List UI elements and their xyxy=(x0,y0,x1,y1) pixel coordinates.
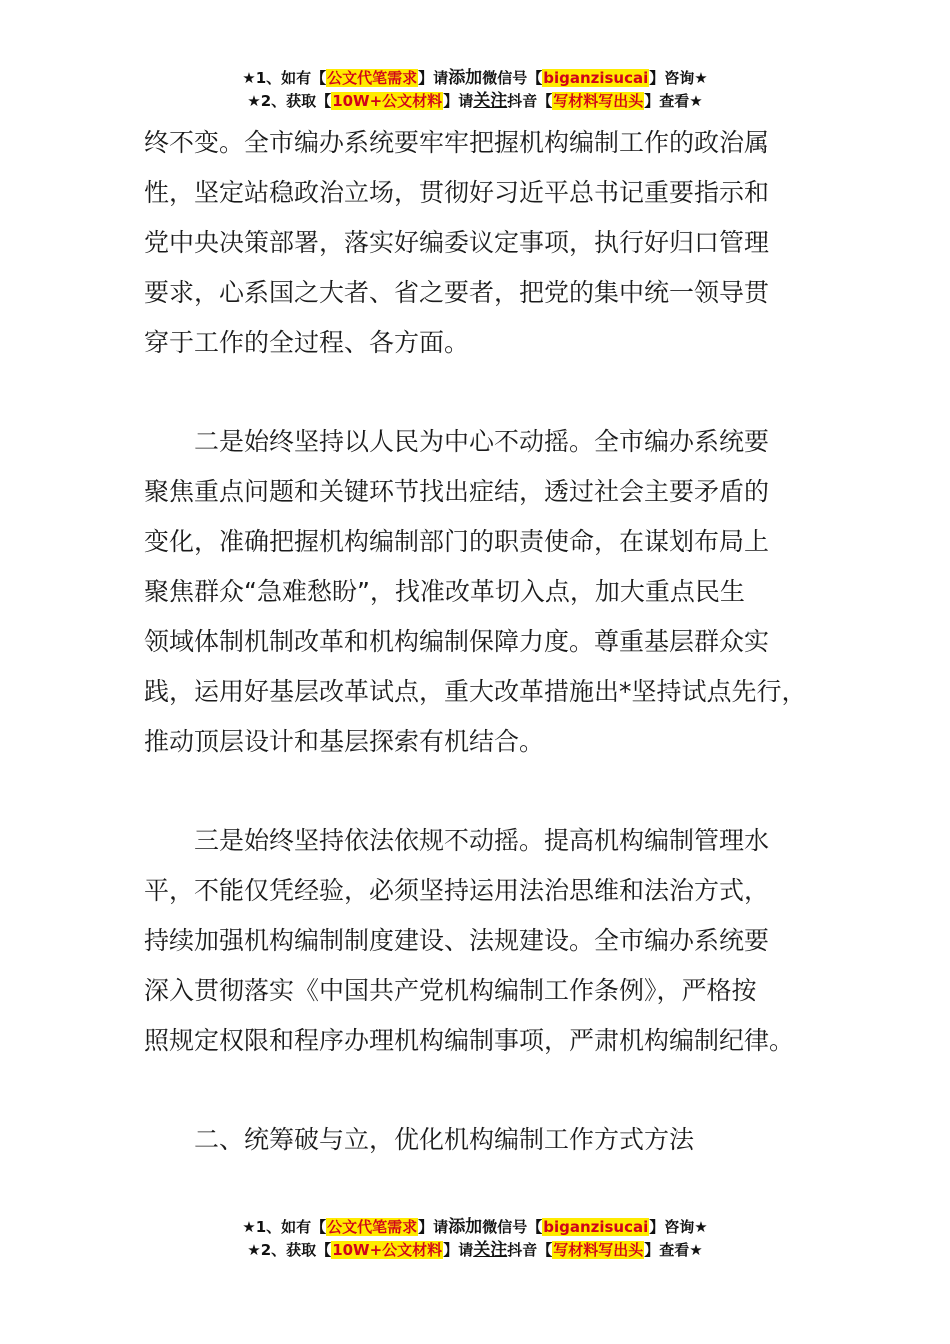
banner-text: 微信号【 xyxy=(482,69,543,87)
text-line: 要求，心系国之大者、省之要者，把党的集中统一领导贯 xyxy=(144,278,770,307)
banner-text: 】请 xyxy=(443,1241,474,1259)
banner-text-add: 添加 xyxy=(448,1217,483,1237)
banner-text: 】请 xyxy=(443,92,474,110)
text-line: 推动顶层设计和基层探索有机结合。 xyxy=(144,727,545,756)
banner-text: 抖音【 xyxy=(507,1241,553,1259)
banner-text-follow: 关注 xyxy=(473,91,508,111)
text-line: 变化，准确把握机构编制部门的职责使命，在谋划布局上 xyxy=(144,527,770,556)
banner-line-2 xyxy=(0,1239,950,1262)
banner-text: 】咨询★ xyxy=(649,1218,708,1236)
highlight-materials: 10W+公文材料 xyxy=(332,92,443,110)
banner-text: 】查看★ xyxy=(644,92,703,110)
text-line: 聚焦群众“急难愁盼”，找准改革切入点，加大重点民生 xyxy=(144,577,745,606)
header-banner xyxy=(0,67,950,113)
banner-line-1 xyxy=(0,67,950,90)
banner-text: 】咨询★ xyxy=(649,69,708,87)
section-heading: 二、统筹破与立，优化机构编制工作方式方法 xyxy=(144,1125,695,1154)
text-line: 持续加强机构编制制度建设、法规建设。全市编办系统要 xyxy=(144,926,770,955)
footer-banner xyxy=(0,1216,950,1262)
banner-text: 】查看★ xyxy=(644,1241,703,1259)
text-line: 穿于工作的全过程、各方面。 xyxy=(144,328,470,357)
banner-text-add: 添加 xyxy=(448,68,483,88)
banner-text: 】请 xyxy=(418,69,449,87)
highlight-service: 公文代笔需求 xyxy=(327,1218,418,1236)
highlight-wechat-id: biganzisucai xyxy=(543,69,649,87)
banner-line-1 xyxy=(0,1216,950,1239)
text-line: 党中央决策部署，落实好编委议定事项，执行好归口管理 xyxy=(144,228,770,257)
banner-text: ★1、如有【 xyxy=(242,1218,327,1236)
text-line: 照规定权限和程序办理机构编制事项，严肃机构编制纪律。 xyxy=(144,1026,795,1055)
paragraph-heading-line: 二是始终坚持以人民为中心不动摇。全市编办系统要 xyxy=(144,427,770,456)
paragraph-heading-line: 三是始终坚持依法依规不动摇。提高机构编制管理水 xyxy=(144,826,770,855)
banner-text: 抖音【 xyxy=(507,92,553,110)
text-line: 深入贯彻落实《中国共产党机构编制工作条例》，严格按 xyxy=(144,976,757,1005)
banner-text: ★2、获取【 xyxy=(247,1241,332,1259)
text-line: 领域体制机制改革和机构编制保障力度。尊重基层群众实 xyxy=(144,627,770,656)
text-line: 平，不能仅凭经验，必须坚持运用法治思维和法治方式， xyxy=(144,876,770,905)
highlight-wechat-id: biganzisucai xyxy=(543,1218,649,1236)
banner-text: 】请 xyxy=(418,1218,449,1236)
text-line: 践，运用好基层改革试点，重大改革措施出*坚持试点先行， xyxy=(144,677,807,706)
banner-text-follow: 关注 xyxy=(473,1240,508,1260)
text-line: 终不变。全市编办系统要牢牢把握机构编制工作的政治属 xyxy=(144,128,770,157)
banner-line-2 xyxy=(0,90,950,113)
banner-text: ★2、获取【 xyxy=(247,92,332,110)
highlight-douyin-account: 写材料写出头 xyxy=(553,92,644,110)
text-line: 性，坚定站稳政治立场，贯彻好习近平总书记重要指示和 xyxy=(144,178,770,207)
text-line: 聚焦重点问题和关键环节找出症结，透过社会主要矛盾的 xyxy=(144,477,770,506)
banner-text: ★1、如有【 xyxy=(242,69,327,87)
highlight-douyin-account: 写材料写出头 xyxy=(553,1241,644,1259)
highlight-materials: 10W+公文材料 xyxy=(332,1241,443,1259)
banner-text: 微信号【 xyxy=(482,1218,543,1236)
highlight-service: 公文代笔需求 xyxy=(327,69,418,87)
